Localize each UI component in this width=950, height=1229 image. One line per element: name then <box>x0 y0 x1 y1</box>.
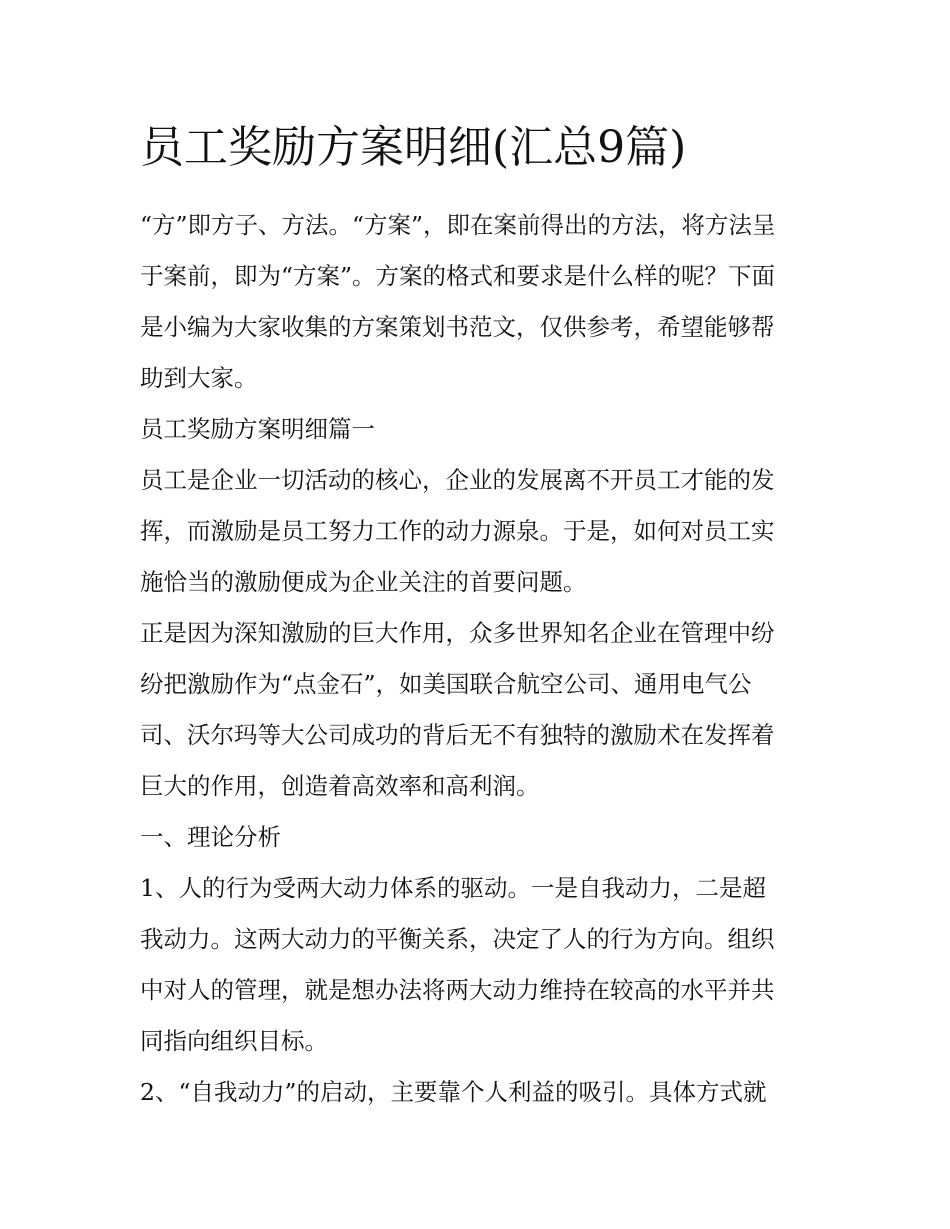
text-line: 司、沃尔玛等大公司成功的背后无不有独特的激励术在发挥着 <box>140 721 775 749</box>
text-line: 我动力。这两大动力的平衡关系，决定了人的行为方向。组织 <box>140 925 775 953</box>
text-line: 员工是企业一切活动的核心，企业的发展离不开员工才能的发 <box>140 466 775 494</box>
text-line: 助到大家。 <box>140 364 258 392</box>
text-line: 施恰当的激励便成为企业关注的首要问题。 <box>140 568 587 596</box>
text-line: 中对人的管理，就是想办法将两大动力维持在较高的水平并共 <box>140 976 775 1004</box>
text-line: 1、人的行为受两大动力体系的驱动。一是自我动力，二是超 <box>140 874 766 902</box>
text-line: 纷把激励作为“点金石”，如美国联合航空公司、通用电气公 <box>140 670 752 698</box>
text-line: 同指向组织目标。 <box>140 1027 328 1055</box>
text-line: 挥，而激励是员工努力工作的动力源泉。于是，如何对员工实 <box>140 517 775 545</box>
document-title: 员工奖励方案明细(汇总9篇) <box>140 122 687 173</box>
text-line: 2、“自我动力”的启动，主要靠个人利益的吸引。具体方式就 <box>140 1078 767 1106</box>
section-heading: 一、理论分析 <box>140 823 281 851</box>
text-line: 是小编为大家收集的方案策划书范文，仅供参考，希望能够帮 <box>140 313 775 341</box>
section-heading: 员工奖励方案明细篇一 <box>140 415 375 443</box>
text-line: 正是因为深知激励的巨大作用，众多世界知名企业在管理中纷 <box>140 619 775 647</box>
text-line: 巨大的作用，创造着高效率和高利润。 <box>140 772 540 800</box>
text-line: 于案前，即为“方案”。方案的格式和要求是什么样的呢？下面 <box>140 262 776 290</box>
document-body <box>140 200 820 1118</box>
text-line: “方”即方子、方法。“方案”，即在案前得出的方法，将方法呈 <box>140 211 776 239</box>
